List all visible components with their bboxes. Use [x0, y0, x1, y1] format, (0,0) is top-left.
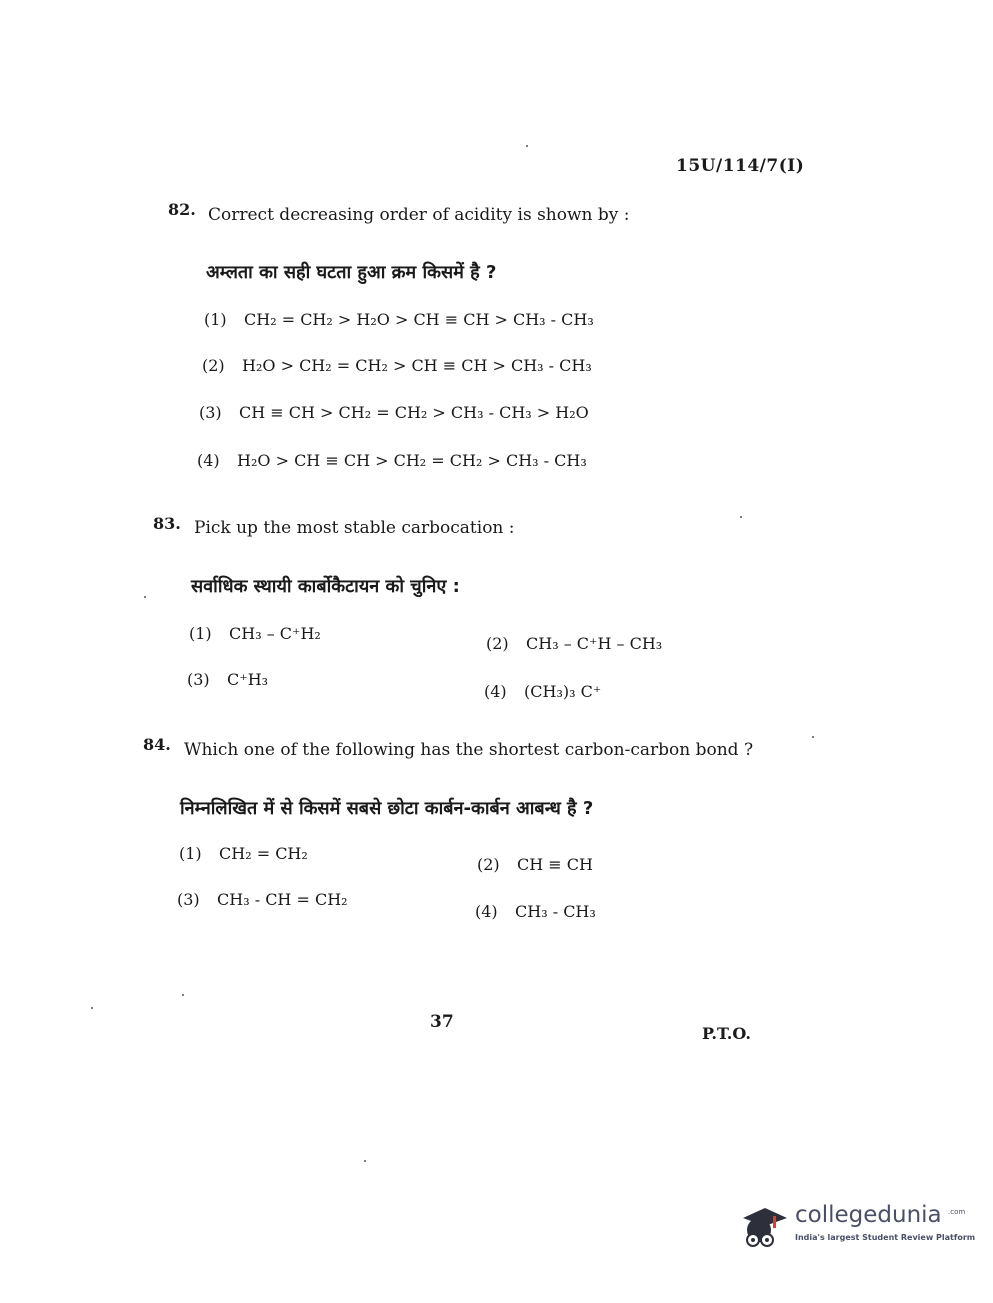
option-2: [486, 634, 662, 653]
option-number: (1): [179, 844, 202, 863]
question-text: Which one of the following has the shortest carbon-carbon bond ?: [184, 740, 754, 760]
option-3: [199, 403, 589, 422]
option-2: [202, 356, 592, 375]
question-number: 83.: [153, 514, 181, 533]
option-number: (3): [199, 403, 222, 422]
question-number: 84.: [143, 735, 171, 754]
option-number: (3): [177, 890, 200, 909]
scan-speck: [812, 736, 814, 738]
option-number: (1): [204, 310, 227, 329]
scan-speck: [182, 994, 184, 996]
question-text-hindi: अम्लता का सही घटता हुआ क्रम किसमें है ?: [206, 262, 497, 283]
option-text: CH₃ - CH₃: [515, 902, 596, 921]
question-number: 82.: [168, 200, 196, 219]
option-3: [177, 890, 348, 909]
scan-speck: [144, 596, 146, 598]
option-text: CH ≡ CH: [517, 855, 593, 874]
option-1: [179, 844, 308, 863]
pto-label: P.T.O.: [702, 1024, 751, 1043]
logo-wordmark: collegedunia: [795, 1202, 942, 1228]
option-text: CH₃ - CH = CH₂: [217, 890, 348, 909]
option-text: H₂O > CH₂ = CH₂ > CH ≡ CH > CH₃ - CH₃: [242, 356, 592, 375]
option-number: (4): [475, 902, 498, 921]
question-text: Correct decreasing order of acidity is shown by :: [208, 205, 630, 225]
option-number: (4): [197, 451, 220, 470]
option-number: (2): [486, 634, 509, 653]
option-text: C⁺H₃: [227, 670, 269, 689]
option-number: (3): [187, 670, 210, 689]
option-text: CH ≡ CH > CH₂ = CH₂ > CH₃ - CH₃ > H₂O: [239, 403, 589, 422]
question-text-hindi: सर्वाधिक स्थायी कार्बोकैटायन को चुनिए :: [191, 576, 460, 597]
option-4: [197, 451, 587, 470]
option-4: [475, 902, 596, 921]
page-number: 37: [430, 1012, 454, 1032]
mascot-icon: [735, 1196, 793, 1256]
option-1: [204, 310, 594, 329]
option-text: H₂O > CH ≡ CH > CH₂ = CH₂ > CH₃ - CH₃: [237, 451, 587, 470]
option-number: (2): [477, 855, 500, 874]
option-number: (4): [484, 682, 507, 701]
logo-suffix: .com: [948, 1208, 966, 1216]
scan-speck: [526, 145, 528, 147]
option-number: (2): [202, 356, 225, 375]
logo-tagline: India's largest Student Review Platform: [795, 1233, 976, 1242]
question-text: Pick up the most stable carbocation :: [194, 518, 515, 538]
option-4: [484, 682, 601, 701]
collegedunia-logo: [735, 1196, 976, 1256]
option-3: [187, 670, 268, 689]
scan-speck: [364, 1160, 366, 1162]
option-2: [477, 855, 593, 874]
option-text: CH₃ – C⁺H – CH₃: [526, 634, 663, 653]
scan-speck: [91, 1007, 93, 1009]
option-number: (1): [189, 624, 212, 643]
paper-code: 15U/114/7(I): [676, 156, 805, 176]
option-text: CH₂ = CH₂ > H₂O > CH ≡ CH > CH₃ - CH₃: [244, 310, 594, 329]
question-text-hindi: निम्नलिखित में से किसमें सबसे छोटा कार्बन-कार्बन आबन्ध है ?: [180, 798, 594, 819]
option-text: CH₃ – C⁺H₂: [229, 624, 321, 643]
option-text: CH₂ = CH₂: [219, 844, 308, 863]
scan-speck: [740, 516, 742, 518]
option-text: (CH₃)₃ C⁺: [524, 682, 602, 701]
option-1: [189, 624, 321, 643]
